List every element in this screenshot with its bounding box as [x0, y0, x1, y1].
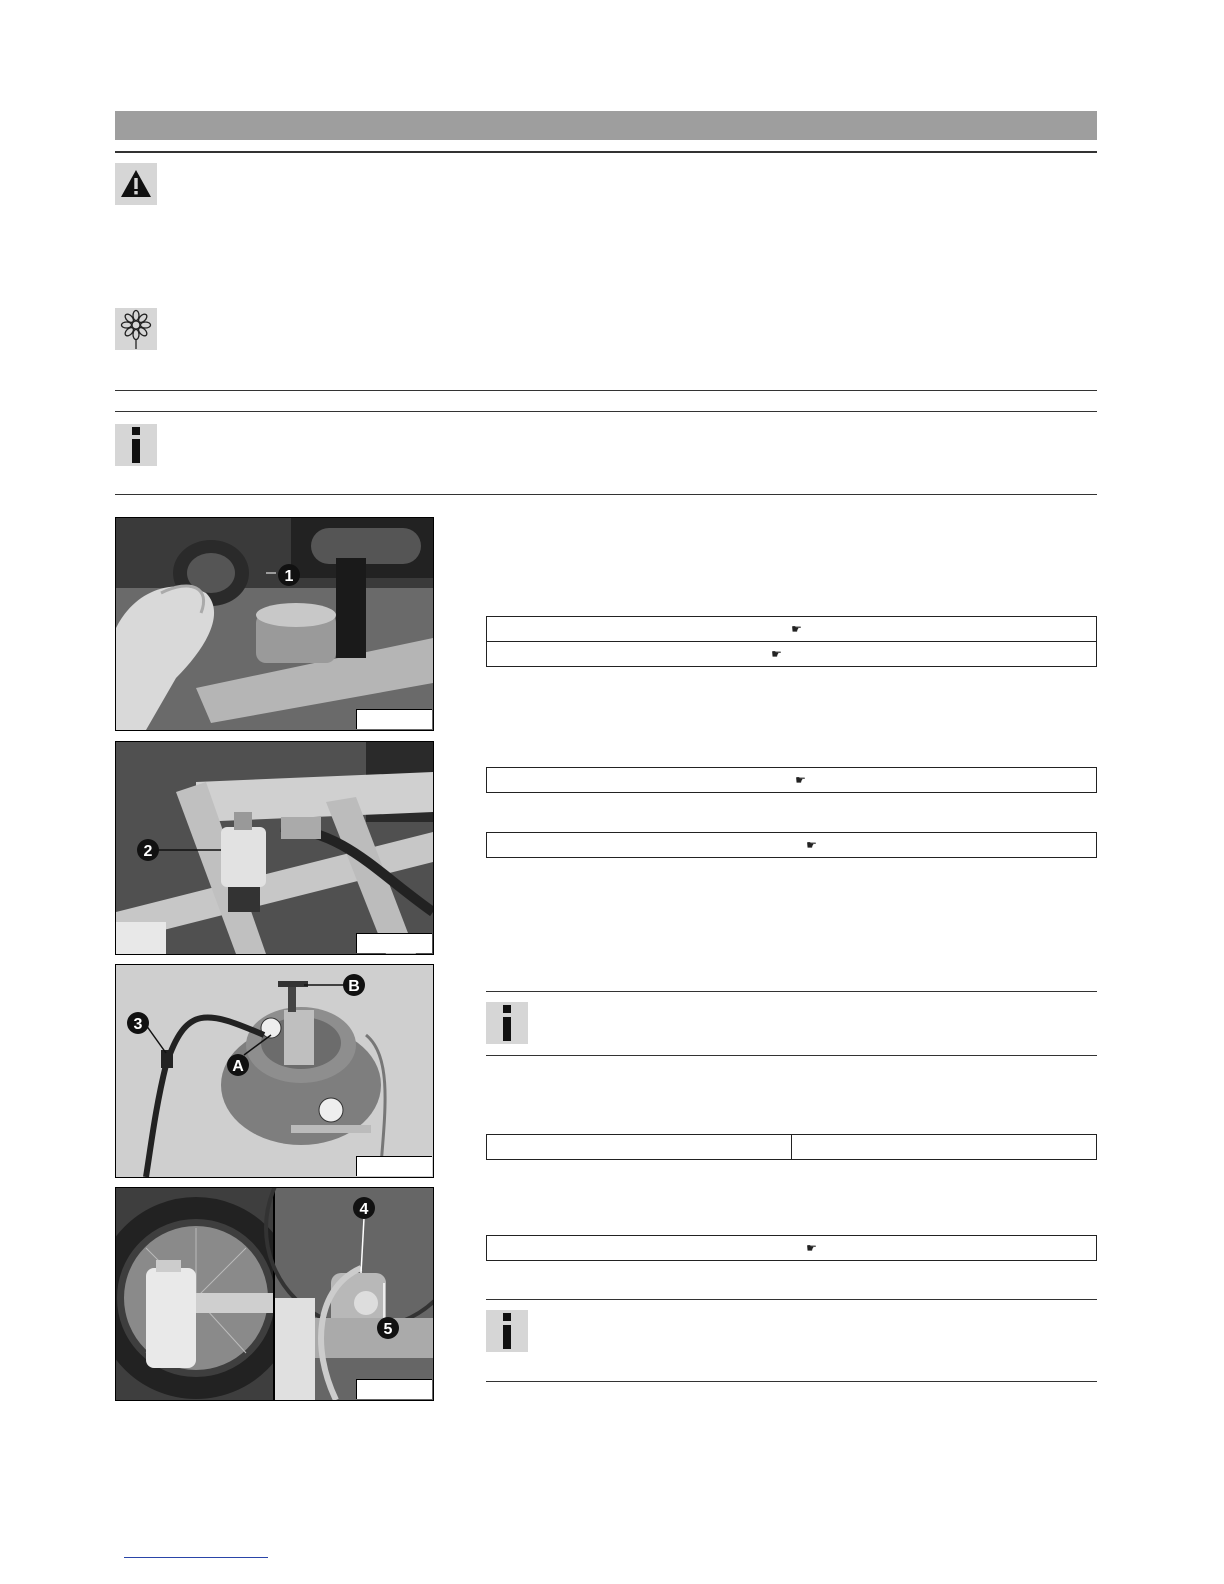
info-rule-top [486, 991, 1097, 992]
pointing-hand-icon: ☛ [795, 773, 806, 787]
figure-reference-label [356, 1379, 432, 1399]
spec-table-1 [486, 616, 1097, 667]
section-header-bar [115, 111, 1097, 140]
footer-link[interactable] [124, 1557, 268, 1558]
photo-bleeding-device [115, 964, 434, 1178]
table-cell [487, 768, 1097, 793]
photo-bleeder-valve [115, 1187, 434, 1401]
table-cell [792, 1135, 1097, 1160]
info-icon [486, 1002, 528, 1044]
table-cell [487, 1135, 792, 1160]
info-rule-bottom [486, 1381, 1097, 1382]
svg-text:4: 4 [359, 1201, 369, 1218]
spec-table-5 [486, 1235, 1097, 1261]
svg-text:1: 1 [284, 568, 294, 585]
table-cell [487, 833, 1097, 858]
callout-4 [353, 1197, 375, 1219]
table-cell [487, 1236, 1097, 1261]
info-icon [115, 424, 157, 466]
callout-a [227, 1054, 249, 1076]
svg-text:B: B [348, 978, 360, 995]
callout-b [343, 974, 365, 996]
info-rule-bottom [486, 1055, 1097, 1056]
spec-table-3 [486, 832, 1097, 858]
svg-text:3: 3 [133, 1016, 143, 1033]
header-rule [115, 151, 1097, 153]
callout-2 [137, 839, 159, 861]
figure-reference-label [356, 933, 432, 953]
svg-text:A: A [232, 1058, 244, 1075]
photo-bleeding-adapter [115, 741, 434, 955]
section-rule [115, 390, 1097, 391]
pointing-hand-icon: ☛ [806, 838, 817, 852]
figure-reference-label [356, 1156, 432, 1176]
svg-text:5: 5 [383, 1321, 393, 1338]
warning-icon [115, 163, 157, 205]
spec-table-2 [486, 767, 1097, 793]
info-rule-top [115, 411, 1097, 412]
photo-brake-fluid-reservoir [115, 517, 434, 731]
callout-3 [127, 1012, 149, 1034]
callout-1 [278, 564, 300, 586]
pointing-hand-icon: ☛ [806, 1241, 817, 1255]
table-cell [487, 617, 1097, 642]
environment-flower-icon [115, 308, 157, 350]
table-cell [487, 642, 1097, 667]
info-icon [486, 1310, 528, 1352]
figure-reference-label [356, 709, 432, 729]
info-rule-bottom [115, 494, 1097, 495]
callout-5 [377, 1317, 399, 1339]
pointing-hand-icon: ☛ [791, 622, 802, 636]
spec-table-4 [486, 1134, 1097, 1160]
pointing-hand-icon: ☛ [771, 647, 782, 661]
info-rule-top [486, 1299, 1097, 1300]
svg-text:2: 2 [143, 843, 153, 860]
